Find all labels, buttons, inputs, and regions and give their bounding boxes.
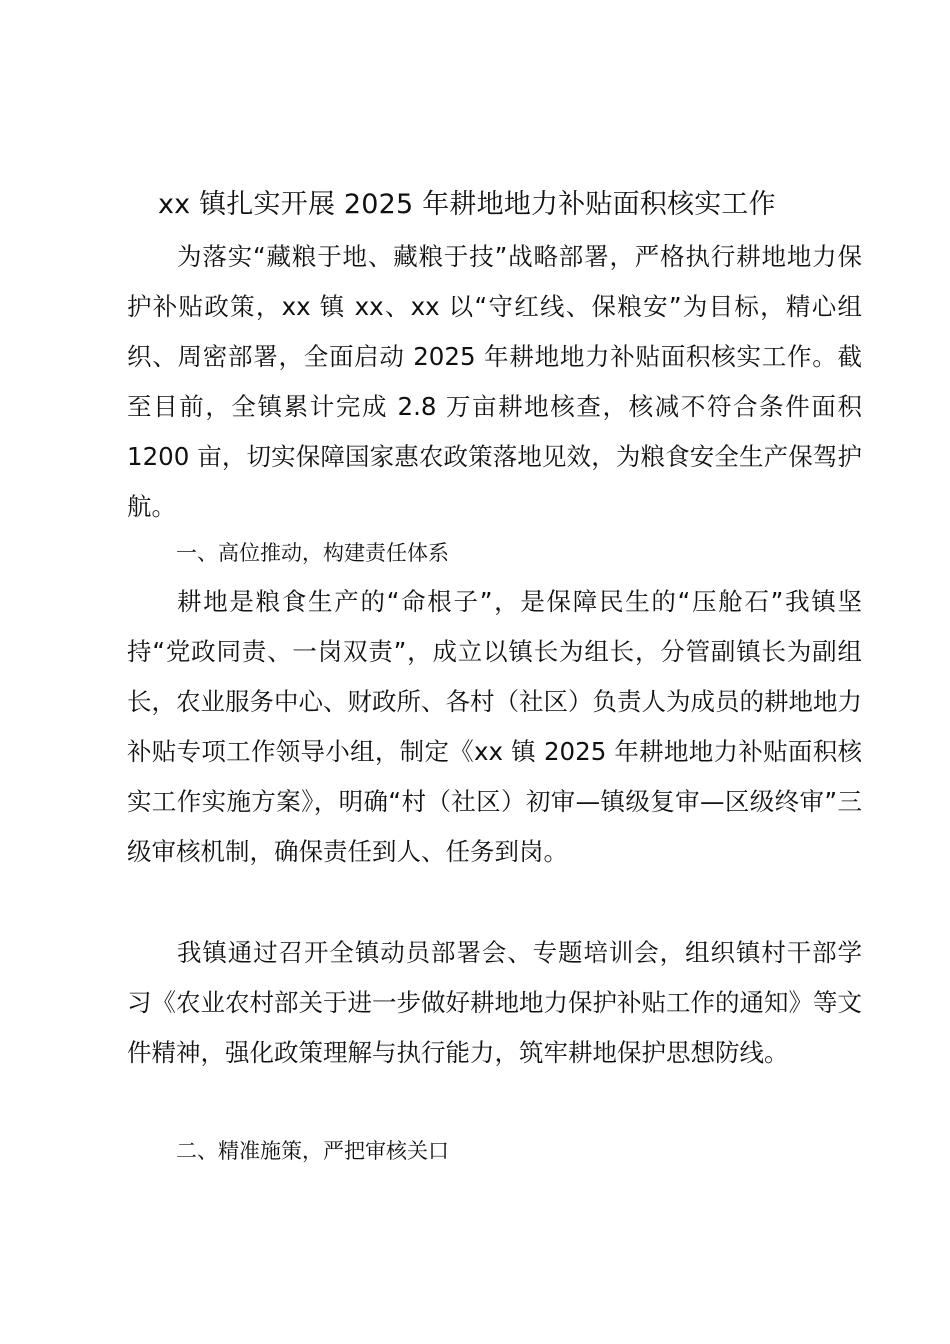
intro-paragraph: 为落实“藏粮于地、藏粮于技”战略部署，严格执行耕地地力保护补贴政策，xx 镇 xx、xx 以“守红线、保粮安”为目标，精心组织、周密部署，全面启动 2025 年耕地地力补贴面积核实工作。截至目前，全镇累计完成 2.8 万亩耕地核查，核减不符合条件面积 1200 亩，切实保障国家惠农政策落地见效，为粮食安全生产保驾护航。 <box>127 242 862 521</box>
document-title: xx 镇扎实开展 2025 年耕地地力补贴面积核实工作 <box>158 189 776 220</box>
section-1-heading: 一、高位推动，构建责任体系 <box>176 541 449 565</box>
section-2-heading: 二、精准施策，严把审核关口 <box>176 1139 449 1163</box>
section-1-paragraph-2: 我镇通过召开全镇动员部署会、专题培训会，组织镇村干部学习《农业农村部关于进一步做好耕地地力保护补贴工作的通知》等文件精神，强化政策理解与执行能力，筑牢耕地保护思想防线。 <box>127 938 862 1067</box>
section-1-paragraph-1: 耕地是粮食生产的“命根子”，是保障民生的“压舱石”我镇坚持“党政同责、一岗双责”，成立以镇长为组长，分管副镇长为副组长，农业服务中心、财政所、各村（社区）负责人为成员的耕地地力补贴专项工作领导小组，制定《xx 镇 2025 年耕地地力补贴面积核实工作实施方案》，明确“村（社区）初审—镇级复审—区级终审”三级审核机制，确保责任到人、任务到岗。 <box>127 587 862 866</box>
